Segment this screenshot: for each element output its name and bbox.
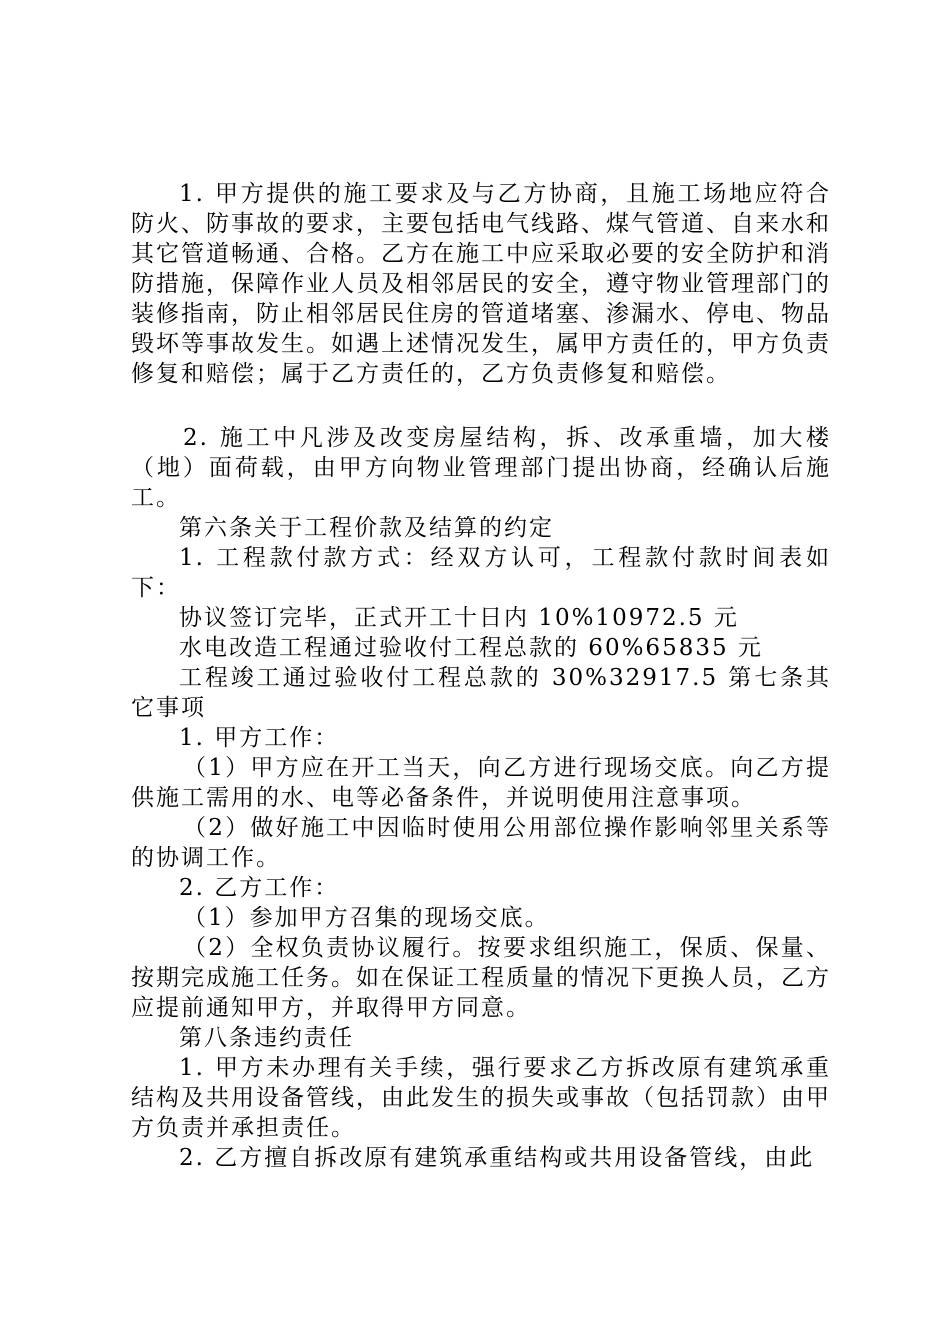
party-a-work-item-2: （2）做好施工中因临时使用公用部位操作影响邻里关系等的协调工作。 bbox=[131, 815, 831, 871]
party-a-work-item-1: （1）甲方应在开工当天，向乙方进行现场交底。向乙方提供施工需用的水、电等必备条件，并说明使用注意事项。 bbox=[131, 755, 831, 811]
paragraph-block-1 bbox=[131, 179, 831, 389]
party-b-work-item-2: （2）全权负责协议履行。按要求组织施工，保质、保量、按期完成施工任务。如在保证工程质量的情况下更换人员，乙方应提前通知甲方，并取得甲方同意。 bbox=[131, 935, 831, 1021]
paragraph-payment-method: 1. 工程款付款方式：经双方认可，工程款付款时间表如下： bbox=[131, 545, 831, 601]
payment-item-2: 水电改造工程通过验收付工程总款的 60%65835 元 bbox=[179, 635, 763, 661]
party-b-work-item-1: （1）参加甲方召集的现场交底。 bbox=[183, 905, 550, 931]
section-heading-article-6: 第六条关于工程价款及结算的约定 bbox=[179, 515, 554, 541]
paragraph-block-4 bbox=[131, 603, 831, 1173]
liability-item-1: 1. 甲方未办理有关手续，强行要求乙方拆改原有建筑承重结构及共用设备管线，由此发生的损失或事故（包括罚款）由甲方负责并承担责任。 bbox=[131, 1055, 831, 1141]
paragraph-structure-change: 2. 施工中凡涉及改变房屋结构，拆、改承重墙，加大楼（地）面荷载，由甲方向物业管理部门提出协商，经确认后施工。 bbox=[131, 425, 831, 511]
payment-item-3: 工程竣工通过验收付工程总款的 30%32917.5 第七条其它事项 bbox=[131, 665, 831, 721]
paragraph-block-3 bbox=[131, 513, 831, 603]
paragraph-safety-requirements: 1. 甲方提供的施工要求及与乙方协商，且施工场地应符合防火、防事故的要求，主要包括电气线路、煤气管道、自来水和其它管道畅通、合格。乙方在施工中应采取必要的安全防护和消防措施，保障作业人员及相邻居民的安全，遵守物业管理部门的装修指南，防止相邻居民住房的管道堵塞、渗漏水、停电、物品毁坏等事故发生。如遇上述情况发生，属甲方责任的，甲方负责修复和赔偿；属于乙方责任的，乙方负责修复和赔偿。 bbox=[131, 181, 831, 387]
paragraph-block-2 bbox=[131, 423, 831, 513]
payment-item-1: 协议签订完毕，正式开工十日内 10%10972.5 元 bbox=[179, 605, 739, 631]
party-b-work-heading: 2. 乙方工作： bbox=[179, 875, 340, 901]
party-a-work-heading: 1. 甲方工作： bbox=[179, 725, 340, 751]
liability-item-2: 2. 乙方擅自拆改原有建筑承重结构或共用设备管线，由此 bbox=[179, 1145, 815, 1171]
section-heading-article-8: 第八条违约责任 bbox=[179, 1025, 354, 1051]
